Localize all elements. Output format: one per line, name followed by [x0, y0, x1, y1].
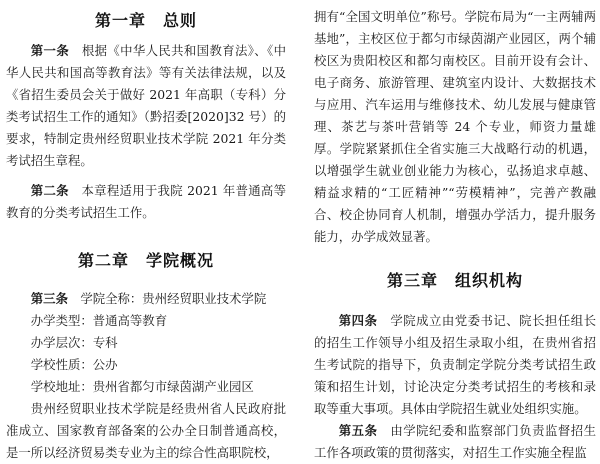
college-intro-continued: 拥有“全国文明单位”称号。学院布局为“一主两辅两基地”，主校区位于都匀市绿茵湖产业园区，两个辅校区为贵阳校区和都匀南校区。目前开设有会计、电子商务、旅游管理、建筑室内设计、大数据技术与应用、汽车运用与维修技术、幼儿发展与健康管理、茶艺与茶叶营销等 24 个专业，师资力量雄厚。学院紧紧抓住全省实施三大战略行动的机遇，以增强学生就业创业能力为核心，弘扬追求卓越、精益求精的“工匠精神”“劳模精神”，完善产教融合、校企协同育人机制，增强办学活力，提升服务能力，办学成效显著。: [314, 9, 596, 244]
article-4-label: 第四条: [338, 313, 378, 328]
article-4-text: 学院成立由党委书记、院长担任组长的招生工作领导小组及招生录取小组，在贵州省招生考试院的指导下，负责制定学院分类考试招生政策和招生计划，讨论决定分类考试招生的考核和录取等重大事项。具体由学院招生就业处组织实施。: [314, 313, 597, 416]
article-1-text: 根据《中华人民共和国教育法》、《中华人民共和国高等教育法》等有关法律法规，以及《省招生委员会关于做好 2021 年高职（专科）分类考试招生工作的通知》（黔招委[2020]32 号）的要求，特制定贵州经贸职业技术学院 2021 年分类考试招生章程。: [6, 43, 286, 168]
article-2: [6, 180, 286, 224]
article-3-label: 第三条: [30, 291, 68, 306]
article-5: [314, 420, 596, 464]
article-2-text: 本章程适用于我院 2021 年普通高等教育的分类考试招生工作。: [6, 183, 286, 220]
article-5-label: 第五条: [338, 423, 378, 438]
chapter-3-title: 第三章 组织机构: [386, 271, 523, 290]
chapter-1-title: 第一章 总则: [94, 11, 197, 30]
article-3-item: 办学类型：普通高等教育: [30, 313, 168, 328]
article-2-label: 第二条: [30, 183, 69, 198]
article-5-text: 由学院纪委和监察部门负责监督招生工作各项政策的贯彻落实，对招生工作实施全程监: [314, 423, 597, 460]
article-3-line-1: [6, 288, 286, 310]
article-3-item: 学校地址：贵州省都匀市绿茵湖产业园区: [30, 379, 254, 394]
article-1: [6, 40, 286, 172]
article-3-line-3: [6, 332, 286, 354]
article-3-item: 学院全称：贵州经贸职业技术学院: [80, 291, 267, 306]
article-3-line-4: [6, 354, 286, 376]
college-intro: 贵州经贸职业技术学院是经贵州省人民政府批准成立、国家教育部备案的公办全日制普通高校，是一所以经济贸易类专业为主的综合性高职院校，: [6, 401, 286, 460]
article-4: [314, 310, 596, 420]
chapter-2-title: 第二章 学院概况: [77, 251, 214, 270]
article-3-item: 办学层次：专科: [30, 335, 118, 350]
article-3-item: 学校性质：公办: [30, 357, 118, 372]
article-3-line-5: [6, 376, 286, 398]
article-3-line-2: [6, 310, 286, 332]
article-1-label: 第一条: [30, 43, 70, 58]
